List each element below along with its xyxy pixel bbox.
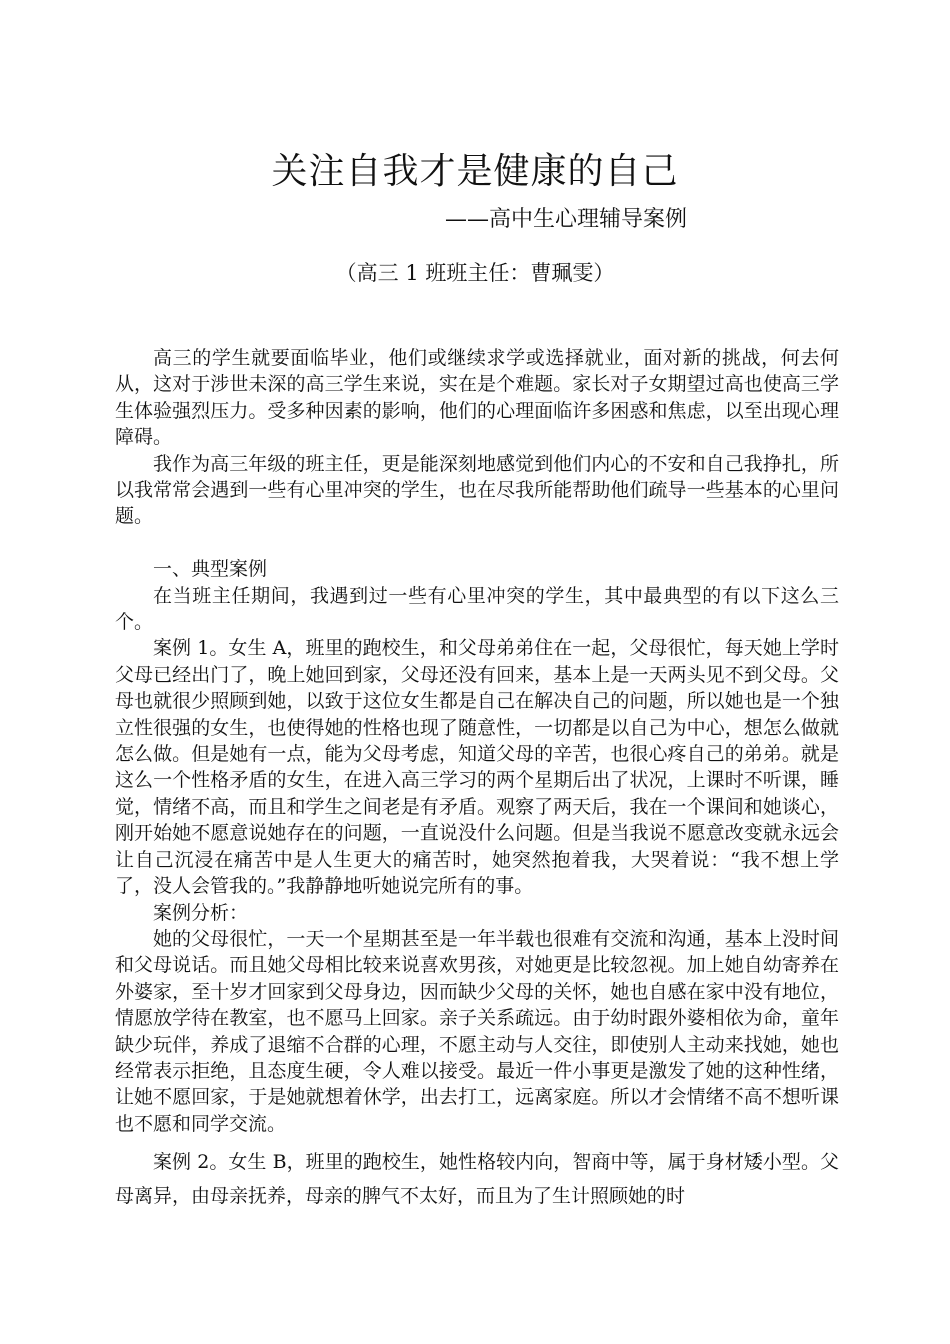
paragraph-intro: 高三的学生就要面临毕业，他们或继续求学或选择就业，面对新的挑战，何去何从，这对于涉世未深的高三学生来说，实在是个难题。家长对子女期望过高也使高三学生体验强烈压力。受多种因素的影响，他们的心理面临许多困惑和焦虑，以至出现心理障碍。 — [115, 347, 839, 449]
document-title: 关注自我才是健康的自己 — [271, 151, 679, 192]
document-subtitle: ——高中生心理辅导案例 — [445, 207, 688, 232]
paragraph-case-2: 案例 2。女生 B，班里的跑校生，她性格较内向，智商中等，属于身材矮小型。父母离异，由母亲抚养，母亲的脾气不太好，而且为了生计照顾她的时 — [115, 1151, 839, 1208]
author-line: （高三 1 班班主任：曹珮雯） — [335, 261, 615, 285]
blank-line — [115, 530, 839, 556]
section-heading: 一、典型案例 — [153, 558, 268, 581]
paragraph-analysis: 她的父母很忙，一天一个星期甚至是一年半载也很难有交流和沟通，基本上没时间和父母说话。而且她父母相比较来说喜欢男孩，对她更是比较忽视。加上她自幼寄养在外婆家，至十岁才回家到父母身边，因而缺少父母的关怀，她也自感在家中没有地位，情愿放学待在教室，也不愿马上回家。亲子关系疏远。由于幼时跟外婆相依为命，童年缺少玩伴，养成了退缩不合群的心理，不愿主动与人交往，即使别人主动来找她，她也经常表示拒绝，且态度生硬，令人难以接受。最近一件小事更是激发了她的这种性绪，让她不愿回家，于是她就想着休学，出去打工，远离家庭。所以才会情绪不高不想听课也不愿和同学交流。 — [115, 927, 839, 1135]
body-text — [115, 345, 839, 1213]
paragraph-cases-intro: 在当班主任期间，我遇到过一些有心里冲突的学生，其中最典型的有以下这么三个。 — [115, 584, 839, 634]
paragraph-case-1: 案例 1。女生 A，班里的跑校生，和父母弟弟住在一起，父母很忙，每天她上学时父母已经出门了，晚上她回到家，父母还没有回来，基本上是一天两头见不到父母。父母也就很少照顾到她，以致于这位女生都是自己在解决自己的问题，所以她也是一个独立性很强的女生，也使得她的性格也现了随意性，一切都是以自己为中心，想怎么做就怎么做。但是她有一点，能为父母考虑，知道父母的辛苦，也很心疼自己的弟弟。就是这么一个性格矛盾的女生，在进入高三学习的两个星期后出了状况，上课时不听课，睡觉，情绪不高，而且和学生之间老是有矛盾。观察了两天后，我在一个课间和她谈心，刚开始她不愿意说她存在的问题，一直说没什么问题。但是当我说不愿意改变就永远会让自己沉浸在痛苦中是人生更大的痛苦时，她突然抱着我，大哭着说：“我不想上学了，没人会管我的。”我静静地听她说完所有的事。 — [115, 637, 839, 898]
paragraph-analysis-label: 案例分析： — [153, 901, 249, 924]
paragraph-teacher-role: 我作为高三年级的班主任，更是能深刻地感觉到他们内心的不安和自己我挣扎，所以我常常会遇到一些有心里冲突的学生，也在尽我所能帮助他们疏导一些基本的心里问题。 — [115, 452, 839, 528]
